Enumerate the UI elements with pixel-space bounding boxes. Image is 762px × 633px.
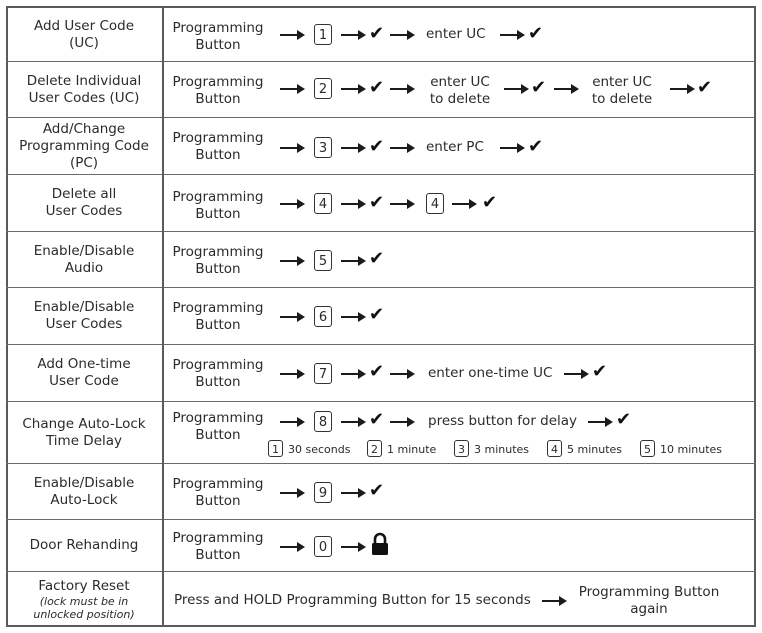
programming-button-label: Programming Button — [172, 20, 264, 53]
row-steps — [164, 572, 756, 627]
programming-button-label: Programming Button — [172, 530, 264, 563]
checkmark-icon: ✔ — [369, 248, 385, 269]
code-key-box: 7 — [314, 363, 332, 384]
row-title: Enable/Disable Auto-Lock — [33, 474, 135, 508]
code-key-box: 9 — [314, 482, 332, 503]
step-text: enter UC to delete — [591, 74, 653, 107]
arrow-icon — [452, 203, 470, 205]
programming-button-label: Programming Button — [172, 357, 264, 390]
row-steps — [164, 464, 756, 519]
checkmark-icon: ✔ — [369, 23, 385, 44]
table-row-add-change-pc — [6, 118, 756, 175]
step-text: enter one-time UC — [428, 365, 553, 381]
arrow-icon — [390, 34, 408, 36]
table-row-user-codes-toggle — [6, 288, 756, 345]
table-row-delete-individual — [6, 62, 756, 118]
row-title: Enable/Disable User Codes — [33, 299, 135, 332]
table-row-auto-lock-delay — [6, 402, 756, 464]
row-title: Add/Change Programming Code (PC) — [19, 120, 149, 171]
row-title: Enable/Disable Audio — [33, 242, 135, 276]
row-title: Delete Individual User Codes (UC) — [26, 72, 142, 106]
code-key-box: 2 — [314, 78, 332, 99]
arrow-icon — [280, 88, 298, 90]
arrow-icon — [500, 34, 518, 36]
row-title-line: Add User Code — [33, 17, 135, 34]
row-title: Factory Reset (lock must be in unlocked position) — [33, 578, 135, 621]
step-text: enter UC — [426, 26, 486, 42]
arrow-icon — [341, 203, 359, 205]
code-key-box: 8 — [314, 411, 332, 432]
checkmark-icon: ✔ — [616, 409, 632, 430]
delay-option: 1 30 seconds — [268, 440, 350, 459]
arrow-icon — [564, 373, 582, 375]
step-text: enter PC — [426, 139, 484, 155]
checkmark-icon: ✔ — [369, 304, 385, 325]
arrow-icon — [280, 492, 298, 494]
table-row-auto-lock-toggle — [6, 464, 756, 520]
row-steps — [164, 175, 756, 231]
code-key-box: 3 — [314, 137, 332, 158]
row-title-line: (UC) — [69, 34, 99, 51]
arrow-icon — [341, 316, 359, 318]
arrow-icon — [341, 492, 359, 494]
arrow-icon — [341, 373, 359, 375]
programming-button-label: Programming Button — [172, 130, 264, 163]
checkmark-icon: ✔ — [369, 480, 385, 501]
checkmark-icon: ✔ — [592, 361, 608, 382]
code-key-box: 4 — [426, 193, 444, 214]
step-text: press button for delay — [428, 413, 578, 429]
code-key-box: 0 — [314, 536, 332, 557]
row-steps — [164, 402, 756, 463]
checkmark-icon: ✔ — [369, 409, 385, 430]
arrow-icon — [341, 546, 359, 548]
checkmark-icon: ✔ — [528, 136, 544, 157]
code-key-box: 6 — [314, 306, 332, 327]
arrow-icon — [390, 147, 408, 149]
arrow-icon — [341, 260, 359, 262]
row-title: Add One-time User Code — [37, 356, 131, 389]
table-row-factory-reset — [6, 572, 756, 627]
arrow-icon — [500, 147, 518, 149]
code-key-box: 5 — [314, 250, 332, 271]
checkmark-icon: ✔ — [369, 361, 385, 382]
code-key-box: 4 — [314, 193, 332, 214]
arrow-icon — [280, 546, 298, 548]
table-row-door-rehanding — [6, 520, 756, 572]
checkmark-icon: ✔ — [697, 77, 713, 98]
arrow-icon — [341, 147, 359, 149]
arrow-icon — [341, 88, 359, 90]
row-steps — [164, 118, 756, 174]
checkmark-icon: ✔ — [369, 77, 385, 98]
row-steps — [164, 62, 756, 117]
delay-option: 3 3 minutes — [454, 440, 529, 459]
checkmark-icon: ✔ — [369, 192, 385, 213]
delay-option: 4 5 minutes — [547, 440, 622, 459]
programming-button-label: Programming Button — [172, 244, 264, 277]
arrow-icon — [554, 88, 572, 90]
arrow-icon — [390, 421, 408, 423]
checkmark-icon: ✔ — [482, 192, 498, 213]
row-steps — [164, 8, 756, 61]
arrow-icon — [280, 316, 298, 318]
padlock-icon — [371, 532, 389, 556]
programming-button-label: Programming Button — [172, 410, 264, 443]
arrow-icon — [390, 88, 408, 90]
arrow-icon — [341, 421, 359, 423]
row-steps — [164, 520, 756, 571]
arrow-icon — [390, 203, 408, 205]
arrow-icon — [280, 34, 298, 36]
delay-option: 2 1 minute — [367, 440, 436, 459]
column-divider — [162, 6, 164, 627]
checkmark-icon: ✔ — [528, 23, 544, 44]
row-title: Delete all User Codes — [45, 186, 123, 219]
arrow-icon — [280, 203, 298, 205]
arrow-icon — [280, 373, 298, 375]
programming-button-label: Programming Button — [172, 300, 264, 333]
arrow-icon — [588, 421, 606, 423]
arrow-icon — [280, 421, 298, 423]
delay-option: 5 10 minutes — [640, 440, 722, 459]
row-title: Door Rehanding — [29, 537, 139, 553]
row-steps — [164, 288, 756, 344]
checkmark-icon: ✔ — [531, 77, 547, 98]
row-title: Change Auto-Lock Time Delay — [22, 415, 146, 449]
checkmark-icon: ✔ — [369, 136, 385, 157]
step-text: enter UC to delete — [429, 74, 491, 107]
arrow-icon — [670, 88, 688, 90]
reset-instruction: Press and HOLD Programming Button for 15 seconds — [174, 592, 531, 608]
table-row-one-time-code — [6, 345, 756, 402]
arrow-icon — [504, 88, 522, 90]
table-row-add-user-code — [6, 8, 756, 62]
programming-button-label: Programming Button — [172, 189, 264, 222]
row-steps — [164, 232, 756, 287]
programming-button-label: Programming Button — [172, 74, 264, 107]
code-key-box: 1 — [314, 24, 332, 45]
row-steps — [164, 345, 756, 401]
programming-button-label: Programming Button — [172, 476, 264, 509]
table-row-audio — [6, 232, 756, 288]
arrow-icon — [280, 260, 298, 262]
arrow-icon — [280, 147, 298, 149]
arrow-icon — [341, 34, 359, 36]
arrow-icon — [390, 373, 408, 375]
table-row-delete-all — [6, 175, 756, 232]
reset-result: Programming Button again — [578, 584, 720, 617]
arrow-icon — [542, 600, 560, 602]
row-title — [6, 8, 162, 61]
